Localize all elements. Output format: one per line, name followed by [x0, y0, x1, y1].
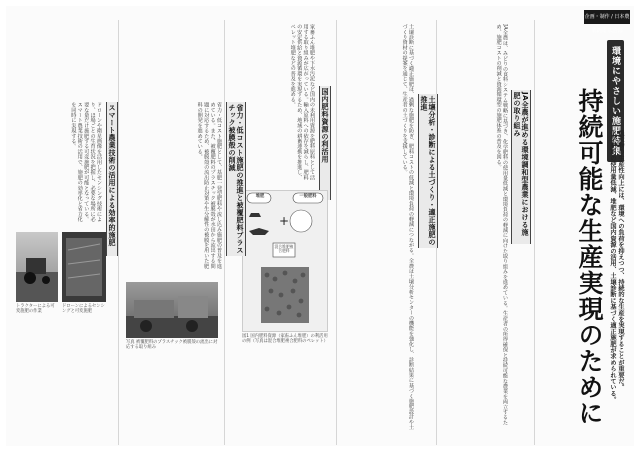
lead-line-2: 化学肥料の使用量低減、堆肥など国内資源の活用、土壌診断に基づく適正施肥が求められている。: [609, 130, 616, 403]
satellite-map-graphic: [62, 232, 106, 302]
section-body-3: 家畜ふん堆肥や下水汚泥など国内の未利用資源を肥料原料として活用する取り組みが広がっている。輸入原料への依存を減らし、肥料の安定供給と資源循環を実現するため、地域の耕畜連携を推進し、ペレット堆肥などの普及を進める。: [289, 24, 315, 180]
brand-label: 企画・制作 / 日本農業新聞 広告部: [584, 10, 630, 24]
photo-coated-fertilizer: [126, 282, 218, 338]
section-heading-1: JA全農が進める環境調和型農業における施肥の取り組み: [511, 90, 531, 244]
feature-kicker: 環境にやさしい施肥特集: [607, 40, 624, 162]
figure-label-compost: 堆肥: [255, 194, 265, 199]
photo-caption-coated: 写真 被覆肥料のプラスチック被膜殻の流出に対応する取り組み: [126, 340, 218, 351]
figure-caption: 図1 国内肥料資源（家畜ふん堆肥）の利活用の例（写真は混合堆肥複合肥料のペレット）: [242, 334, 328, 345]
section-body-1: JA全農は、みどりの食料システム戦略に基づき、化学肥料の使用量低減と環境負荷の軽減に向けた取り組みを進めている。生産者の所得確保と持続可能な農業を両立するため、施肥コストの削減と資源循環型の施肥体系の普及を図る。: [495, 24, 508, 426]
photo-caption-drone: ドローンによるセンシングと可変施肥: [62, 304, 105, 315]
photo-caption-tractor: トラクターによる可変施肥の作業: [16, 304, 55, 315]
feature-title: 持続可能な生産実現のために: [575, 88, 604, 426]
photo-drone-sensing: [62, 232, 106, 302]
section-heading-2: 土壌分析・診断による土づくり・適正施肥の推進: [420, 96, 436, 246]
section-heading-4: 省力・低コスト施肥の推進と被覆肥料プラスチック被膜殻の削減: [228, 104, 244, 254]
section-body-5: ドローンや衛星画像を活用したセンシング技術により、ほ場ごとの生育状況を把握し、必要な場所に必要な量だけ施肥する可変施肥が可能となっている。スマート農業技術の活用で、施肥の効率化と省力化を同時に実現する。: [70, 102, 102, 222]
figure-label-mixed: 混合堆肥複合肥料: [274, 244, 294, 253]
column-rule: [224, 20, 225, 445]
column-rule: [534, 20, 535, 445]
column-rule: [336, 20, 337, 445]
photo-tractor: [16, 232, 58, 302]
field-photo-graphic: [126, 282, 218, 338]
section-body-2: 土壌診断に基づく適正施肥は、過剰な施肥を防ぎ、肥料コストの低減と環境負荷の軽減につながる。全農は土壌分析センターの機能を強化し、診断結果に基づく施肥設計や土づくり資材の提案を通じて、生産者の土づくりを支援している。: [401, 24, 414, 430]
figure-diagram: [242, 190, 328, 332]
figure-label-general-fertilizer: 一般肥料: [299, 194, 317, 199]
newspaper-page: [6, 6, 634, 446]
section-heading-5: スマート農業技術の活用による効率的施肥: [106, 102, 118, 256]
column-rule: [118, 20, 119, 445]
svg-text:+: +: [279, 214, 290, 228]
feature-header: [536, 10, 630, 440]
tractor-graphic: [16, 232, 58, 302]
fertilizer-cycle-diagram: [243, 191, 327, 331]
section-body-4: 省力・低コスト施肥として、基肥一発型肥料や流し込み施肥の普及を進めている。また、被覆肥料のプラスチック被膜殻が水田から流出する問題に対応するため、被膜殻の流出防止対策や生分解性の被膜を用いた肥料の開発を進めている。: [196, 102, 222, 269]
section-heading-3: 国内肥料資源の利活用: [319, 86, 331, 200]
lead-line-1: 農産物の生産性向上には、環境への負荷を抑えつつ、持続的な生産を実現することが重要だ。: [617, 130, 624, 391]
